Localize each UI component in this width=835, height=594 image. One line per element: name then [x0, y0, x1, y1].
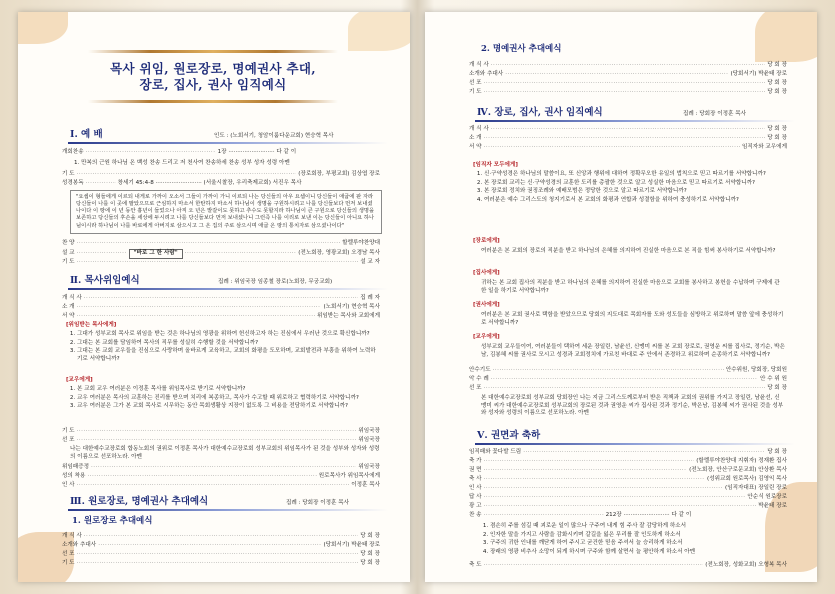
hymn-lyric: 1. 만복의 근원 하나님 온 백성 찬송 드리고 저 천사여 찬송하세 찬송 성부 성자 성령 아멘 [74, 160, 290, 166]
program-row: 소 개 ····· (노회서기) 현승혁 목사 [62, 304, 380, 312]
program-row: 설 교 ····· "바로 그 한 사람" ····· (전노회장, 영광교회) 오경남 목사 [62, 249, 380, 259]
section-heading-emeritus: Ⅲ. 원로장로, 명예권사 추대예식 [70, 496, 209, 507]
program-row: 개회찬송 ····· 1장 ·························· 다 같 이 [62, 149, 380, 157]
right-page [425, 12, 817, 582]
program-row: 기 도 ····· 당 회 장 [469, 89, 787, 97]
vow-tag: [교우에게] [66, 377, 93, 383]
program-row: 선 포 ····· 당 회 장 [469, 80, 787, 88]
section-leader: 집례 : 위임국장 임종철 장로(노회장, 무궁교회) [218, 279, 333, 285]
left-page [18, 12, 410, 582]
autumn-leaf-decoration [18, 12, 68, 44]
program-row: 안수기도 ····· 안수위원, 당회장, 당회원 [469, 367, 787, 375]
booklet-title [78, 50, 348, 122]
section-heading-installation: Ⅱ. 목사위임예식 [70, 275, 140, 286]
title-line-2: 장로, 집사, 권사 임직예식 [139, 77, 287, 93]
section-rule [68, 509, 388, 511]
program-row: 성의 착용 ····· 원로목사가 위임목사에게 [62, 473, 380, 481]
program-row: 찬 양 ····· 할렐루야찬양대 [62, 240, 380, 248]
vow-tag: [장로에게] [473, 238, 500, 244]
vow-text: 여러분은 본 교회 권사로 택함을 받았으므로 당회의 지도대로 목회자를 도와 성도들을 심방하고 위로하며 말씀 앞에 충성하기로 서약합니까? [481, 312, 784, 326]
autumn-leaf-decoration [348, 12, 410, 51]
section-leader: 집례 : 당회장 이정훈 목사 [683, 111, 747, 117]
program-row: 선 포 ····· 당 회 장 [469, 385, 787, 393]
program-row: 서 약 ····· 임직자와 교우에게 [469, 144, 787, 152]
program-row: 축 사 ····· (성위교회 원로목사) 김영익 목사 [469, 476, 787, 484]
subsection-heading: 2. 명예권사 추대예식 [481, 44, 562, 54]
vow-tag: [임직자 모두에게] [473, 162, 518, 168]
program-row: 소 개 ····· 당 회 장 [469, 135, 787, 143]
vow-tag: [교우에게] [473, 334, 500, 340]
section-rule [475, 120, 795, 122]
subsection-heading: 1. 원로장로 추대예식 [72, 516, 153, 526]
section-rule [68, 142, 388, 144]
program-row: 개 식 사 ····· 당 회 장 [62, 533, 380, 541]
program-row: 기 도 ····· (장로회장, 부평교회) 김상엽 장로 [62, 171, 380, 179]
hymn-lyrics: 1. 겸손히 주를 섬길 때 괴로운 일이 많으나 구주여 내게 힘 주사 잘 감당하게 하소서 2. 인자한 말을 가지고 사람을 감화시키며 갈길을 잃은 무리를 잘 인도하게 하소서 3. 구주의 귀한 인내를 깨닫게 하여 주시고 굳건한 믿음 주셔서 늘 승리하게 하소서 4. 장래의 영광 비추사 소망이 되게 하시며 구주와 함께 살면서 늘 평안하게 하소서 아멘 [481, 523, 785, 557]
vow-text: 성부교회 교우들이여, 여러분들이 택하여 세운 장일린, 남윤선, 신맹미 씨를 본 교회 장로로, 권영운 씨를 집사로, 정기순, 박은남, 김봉혜 씨를 권사로 모시고 성경과 교회정치에 가르친 바대로 주 안에서 존경하고 위로하며 순종하기로 서약합니까? [481, 344, 785, 358]
program-row: 인 사 ····· (임직자대표) 장일린 장로 [469, 485, 787, 493]
program-row: 기 도 ····· 설 교 자 [62, 259, 380, 267]
vow-list: 1. 본 교회 교우 여러분은 이정훈 목사를 위임목사로 받기로 서약합니까? 2. 교우 여러분은 목사의 교훈하는 진리를 받으며 치리에 복종하고, 목사가 수고할 때 위로하고 협력하기로 서약합니까? 3. 교우 여러분은 그가 본 교회 목사로 시무하는 동안 목회생활상 지장이 없도록 그 비용을 전담하기로 서약합니까? [68, 386, 378, 412]
vow-list: 1. 신·구약성경은 하나님의 말씀이요, 또 신앙과 행위에 대하여 정확무오한 유일의 법칙으로 믿고 따르기를 서약합니까? 2. 본 장로회 교리는 신·구약성경의 교훈한 도리를 총괄한 것으로 알고 성실한 마음으로 믿고 따르기로 서약합니까? 3. 본 장로회 정치와 권징조례와 예배모범은 정당한 것으로 알고 따르기로 서약합니까? 4. 여러분은 예수 그리스도의 청지기로서 본 교회의 화평과 연합과 성결함을 위하여 충성하기로 서약합니까? [475, 171, 785, 205]
program-row: 찬 송 ····· 212장 ·························· 다 같 이 [469, 512, 787, 520]
program-row: 광 고 ····· 박윤태 장로 [469, 503, 787, 511]
declaration: 나는 대한예수교장로회 합동노회의 권위로 이정훈 목사가 대한예수교장로회 성부교회의 위임목사가 된 것을 성부와 성자와 성령의 이름으로 선포하노라. 아멘 [70, 446, 380, 460]
program-row: 악 수 례 ····· 안 수 위 원 [469, 376, 787, 384]
program-row: 권 면 ····· (전노회장, 안산구로문교회) 안상환 목사 [469, 467, 787, 475]
section-rule [68, 288, 388, 290]
program-row: 개 식 사 ····· 집 례 자 [62, 295, 380, 303]
section-heading-ordination: Ⅳ. 장로, 집사, 권사 임직예식 [477, 107, 603, 118]
program-row: 기 도 ····· 당 회 장 [62, 560, 380, 568]
program-row: 답 사 ····· 안순식 원로장로 [469, 494, 787, 502]
program-row: 성경봉독 ····· 창세기 45:4-8 ·························· (서울시찰장, 우리축제교회) 서진우 목사 [62, 180, 380, 188]
program-row: 축 도 ····· (전노회장, 성화교회) 오형복 목사 [469, 562, 787, 570]
section-leader: 집례 : 당회장 이정훈 목사 [286, 500, 350, 506]
declaration: 본 대한예수교장로회 성부교회 당회장인 나는 지금 그리스도께로부터 받은 직책과 교회의 권위를 가지고 장일린, 남윤선, 신맹미 씨가 대한예수교장로회 성부교회의 장로된 것과 권영운 씨가 집사된 것과 정기순, 박은남, 김봉혜 씨가 권사된 것을 성부와 성자와 성령의 이름으로 선포하노라. 아멘 [481, 395, 784, 417]
program-row: 인 사 ····· 이정훈 목사 [62, 482, 380, 490]
vow-tag: [위임받는 목사에게] [66, 322, 117, 328]
vow-text: 귀하는 본 교회 집사의 직분을 받고 하나님의 은혜를 의지하여 진실한 마음으로 교회를 봉사하고 봉헌을 수납하며 구제에 관한 일을 하기로 서약합니까? [481, 280, 780, 294]
title-line-1: 목사 위임, 원로장로, 명예권사 추대, [110, 61, 316, 76]
program-row: 선 포 ····· 위임국장 [62, 437, 380, 445]
sermon-title: "바로 그 한 사람" [129, 249, 183, 259]
program-row: 축 가 ····· (할렐루야찬양대 지휘자) 정재환 집사 [469, 458, 787, 466]
program-row: 개 식 사 ····· 당 회 장 [469, 126, 787, 134]
vow-text: 여러분은 본 교회의 장로의 직분을 받고 하나님의 은혜를 의지하여 진실한 마음으로 본 직을 힘써 봉사하기로 서약합니까? [481, 248, 776, 254]
section-heading-worship: Ⅰ. 예 배 [70, 129, 103, 140]
scripture-box: "요셉이 형들에게 이르되 내게로 가까이 오소서 그들이 가까이 가니 이르되 나는 당신들의 아우 요셉이니 당신들이 애굽에 판 자라 당신들이 나를 이 곳에 팔았으므로 근심하지 마소서 한탄하지 마소서 하나님이 생명을 구원하시려고 나를 당신들보다 먼저 보내셨나이다 이 땅에 이 년 동안 흉년이 들었으나 아직 오 년은 밭갈이도 못하고 추수도 못할지라 하나님이 큰 구원으로 당신들의 생명을 보존하고 당신들의 후손을 세상에 두시려고 나를 당신들보다 먼저 보내셨나니 그런즉 나를 이리로 보낸 이는 당신들이 아니요 하나님이시라 하나님이 나를 바로에게 아버지로 삼으시고 그 온 집의 주로 삼으시며 애굽 온 땅의 통치자로 삼으셨나이다" [70, 190, 382, 234]
program-row: 서 약 ····· 위임받는 목사와 교회에게 [62, 313, 380, 321]
program-row: 기 도 ····· 위임국장 [62, 428, 380, 436]
section-rule [475, 443, 795, 445]
program-row: 개 식 사 ····· 당 회 장 [469, 62, 787, 70]
program-row: 임직패와 꽃다발 드림 ····· 당 회 장 [469, 449, 787, 457]
program-row: 선 포 ····· 당 회 장 [62, 551, 380, 559]
program-row: 소개와 추대사 ····· (당회서기) 박윤태 장로 [469, 71, 787, 79]
autumn-leaf-decoration [755, 12, 817, 62]
vow-tag: [권사에게] [473, 302, 500, 308]
section-leader: 인도 : (노회서기, 청암이룸다운교회) 현승혁 목사 [214, 133, 334, 139]
vow-tag: [집사에게] [473, 270, 500, 276]
program-row: 위임패증정 ····· 위임국장 [62, 464, 380, 472]
program-row: 소개와 추대사 ····· (당회서기) 박윤태 장로 [62, 542, 380, 550]
section-heading-congratulations: Ⅴ. 권면과 축하 [477, 430, 541, 441]
vow-list: 1. 그대가 성부교회 목사로 위임을 받는 것은 하나님의 영광을 위하여 헌신하고자 하는 진심에서 우러난 것으로 확신합니까? 2. 그대는 본 교회를 담임하여 목사의 직무를 성실히 수행할 것을 서약합니까? 3. 그대는 본 교회 교우들을 진심으로 사랑하며 올바르게 교육하고, 교회의 화평을 도모하며, 교회발전과 부흥을 위하여 노력하기로 서약합니까? [68, 331, 378, 364]
